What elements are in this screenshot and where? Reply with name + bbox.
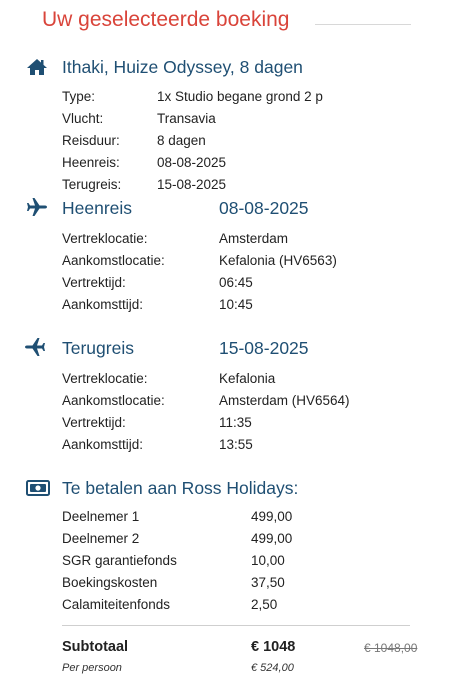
title-divider [315, 24, 411, 25]
outbound-label-departure-location: Vertreklocatie: [62, 231, 148, 246]
outbound-value-arrival-location: Kefalonia (HV6563) [219, 253, 337, 268]
outbound-value-departure-time: 06:45 [219, 275, 253, 290]
payment-value-booking-costs: 37,50 [251, 575, 285, 590]
detail-value-flight: Transavia [157, 111, 216, 126]
old-price: € 1048,00 [364, 641, 418, 655]
payment-label-participant-1: Deelnemer 1 [62, 509, 140, 524]
payment-value-participant-1: 499,00 [251, 509, 293, 524]
subtotal-divider [62, 625, 410, 626]
payment-value-participant-2: 499,00 [251, 531, 293, 546]
return-date: 15-08-2025 [219, 338, 309, 358]
outbound-title: Heenreis [62, 198, 133, 218]
payment-value-sgr: 10,00 [251, 553, 285, 568]
return-label-departure-location: Vertreklocatie: [62, 371, 148, 386]
outbound-label-arrival-time: Aankomsttijd: [62, 297, 144, 312]
detail-value-duration: 8 dagen [157, 133, 206, 148]
outbound-date: 08-08-2025 [219, 198, 309, 218]
return-label-departure-time: Vertrektijd: [62, 415, 126, 430]
return-title: Terugreis [62, 338, 134, 358]
return-value-departure-time: 11:35 [219, 415, 252, 430]
detail-label-flight: Vlucht: [62, 111, 104, 126]
detail-label-duration: Reisduur: [62, 133, 120, 148]
subtotal-label: Subtotaal [62, 639, 129, 655]
detail-value-type: 1x Studio begane grond 2 p [157, 89, 323, 104]
outbound-value-arrival-time: 10:45 [219, 297, 253, 312]
payment-value-calamity-fund: 2,50 [251, 597, 278, 612]
payment-label-booking-costs: Boekingskosten [62, 575, 158, 590]
per-person-value: € 524,00 [251, 662, 294, 674]
airplane-left-icon [24, 337, 46, 357]
detail-label-type: Type: [62, 89, 96, 104]
subtotal-value: € 1048 [251, 639, 296, 655]
outbound-label-arrival-location: Aankomstlocatie: [62, 253, 165, 268]
payment-label-calamity-fund: Calamiteitenfonds [62, 597, 171, 612]
detail-value-return: 15-08-2025 [157, 177, 227, 192]
detail-label-return: Terugreis: [62, 177, 122, 192]
outbound-value-departure-location: Amsterdam [219, 231, 289, 246]
page-header [42, 8, 422, 42]
money-icon [26, 480, 50, 496]
payment-title: Te betalen aan Ross Holidays: [62, 478, 299, 498]
payment-label-sgr: SGR garantiefonds [62, 553, 177, 568]
accommodation-title: Ithaki, Huize Odyssey, 8 dagen [62, 57, 303, 77]
airplane-right-icon [26, 197, 48, 217]
return-value-arrival-time: 13:55 [219, 437, 253, 452]
detail-label-outbound: Heenreis: [62, 155, 120, 170]
per-person-label: Per persoon [62, 662, 122, 674]
return-label-arrival-location: Aankomstlocatie: [62, 393, 165, 408]
outbound-label-departure-time: Vertrektijd: [62, 275, 126, 290]
page-title: Uw geselecteerde boeking [42, 8, 290, 31]
return-value-arrival-location: Amsterdam (HV6564) [219, 393, 350, 408]
return-value-departure-location: Kefalonia [219, 371, 276, 386]
detail-value-outbound: 08-08-2025 [157, 155, 227, 170]
return-label-arrival-time: Aankomsttijd: [62, 437, 144, 452]
payment-label-participant-2: Deelnemer 2 [62, 531, 140, 546]
home-icon [26, 58, 48, 76]
